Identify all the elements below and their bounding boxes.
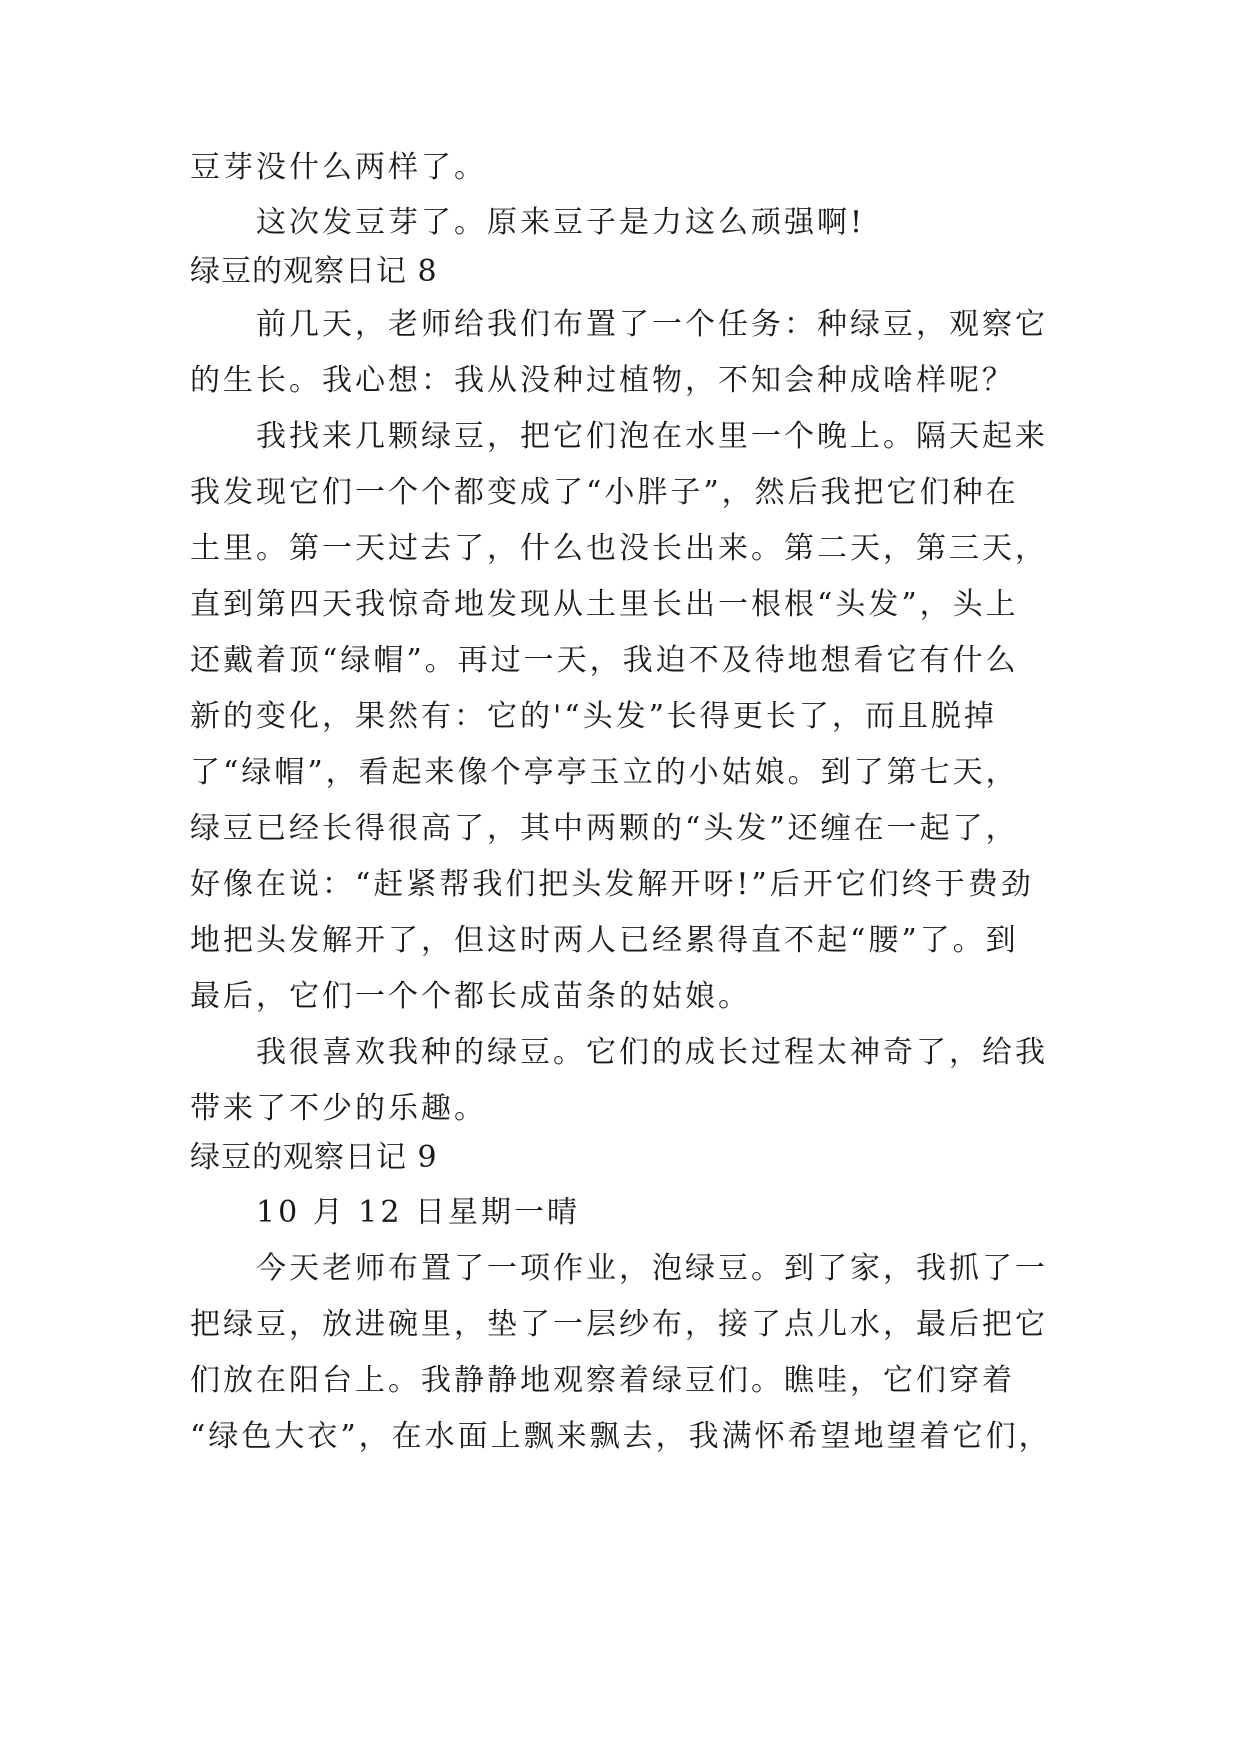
text-line: 了“绿帽”，看起来像个亭亭玉立的小姑娘。到了第七天，: [190, 755, 1019, 790]
text-line: 我找来几颗绿豆，把它们泡在水里一个晚上。隔天起来: [256, 419, 1048, 454]
text-line: 直到第四天我惊奇地发现从土里长出一根根“头发”，头上: [190, 587, 1019, 622]
text-line: 今天老师布置了一项作业，泡绿豆。到了家，我抓了一: [256, 1251, 1048, 1286]
text-line: 带来了不少的乐趣。: [190, 1091, 487, 1126]
text-line: 地把头发解开了，但这时两人已经累得直不起“腰”了。到: [190, 923, 1019, 958]
text-line: 把绿豆，放进碗里，垫了一层纱布，接了点儿水，最后把它: [190, 1307, 1048, 1342]
text-line: 最后，它们一个个都长成苗条的姑娘。: [190, 979, 751, 1014]
text-line: 前几天，老师给我们布置了一个任务：种绿豆，观察它: [256, 307, 1048, 342]
text-line: 还戴着顶“绿帽”。再过一天，我迫不及待地想看它有什么: [190, 643, 1019, 678]
text-line: 我很喜欢我种的绿豆。它们的成长过程太神奇了，给我: [256, 1035, 1048, 1070]
text-line: 我发现它们一个个都变成了“小胖子”，然后我把它们种在: [190, 475, 1019, 510]
text-line: 土里。第一天过去了，什么也没长出来。第二天，第三天，: [190, 531, 1048, 566]
text-line: 豆芽没什么两样了。: [190, 150, 487, 185]
section-heading: 绿豆的观察日记 9: [190, 1140, 438, 1175]
text-line: “绿色大衣”，在水面上飘来飘去，我满怀希望地望着它们，: [190, 1419, 1052, 1454]
text-line: 绿豆已经长得很高了，其中两颗的“头发”还缠在一起了，: [190, 811, 1019, 846]
text-line: 好像在说：“赶紧帮我们把头发解开呀!”后开它们终于费劲: [190, 867, 1034, 902]
section-heading: 绿豆的观察日记 8: [190, 254, 438, 289]
text-line: 的生长。我心想：我从没种过植物，不知会种成啥样呢？: [190, 363, 1015, 398]
text-line: 这次发豆芽了。原来豆子是力这么顽强啊!: [256, 205, 866, 240]
date-line: 10 月 12 日星期一晴: [256, 1195, 580, 1230]
text-line: 新的变化，果然有：它的'“头发”长得更长了，而且脱掉: [190, 699, 997, 734]
text-line: 们放在阳台上。我静静地观察着绿豆们。瞧哇，它们穿着: [190, 1363, 1015, 1398]
